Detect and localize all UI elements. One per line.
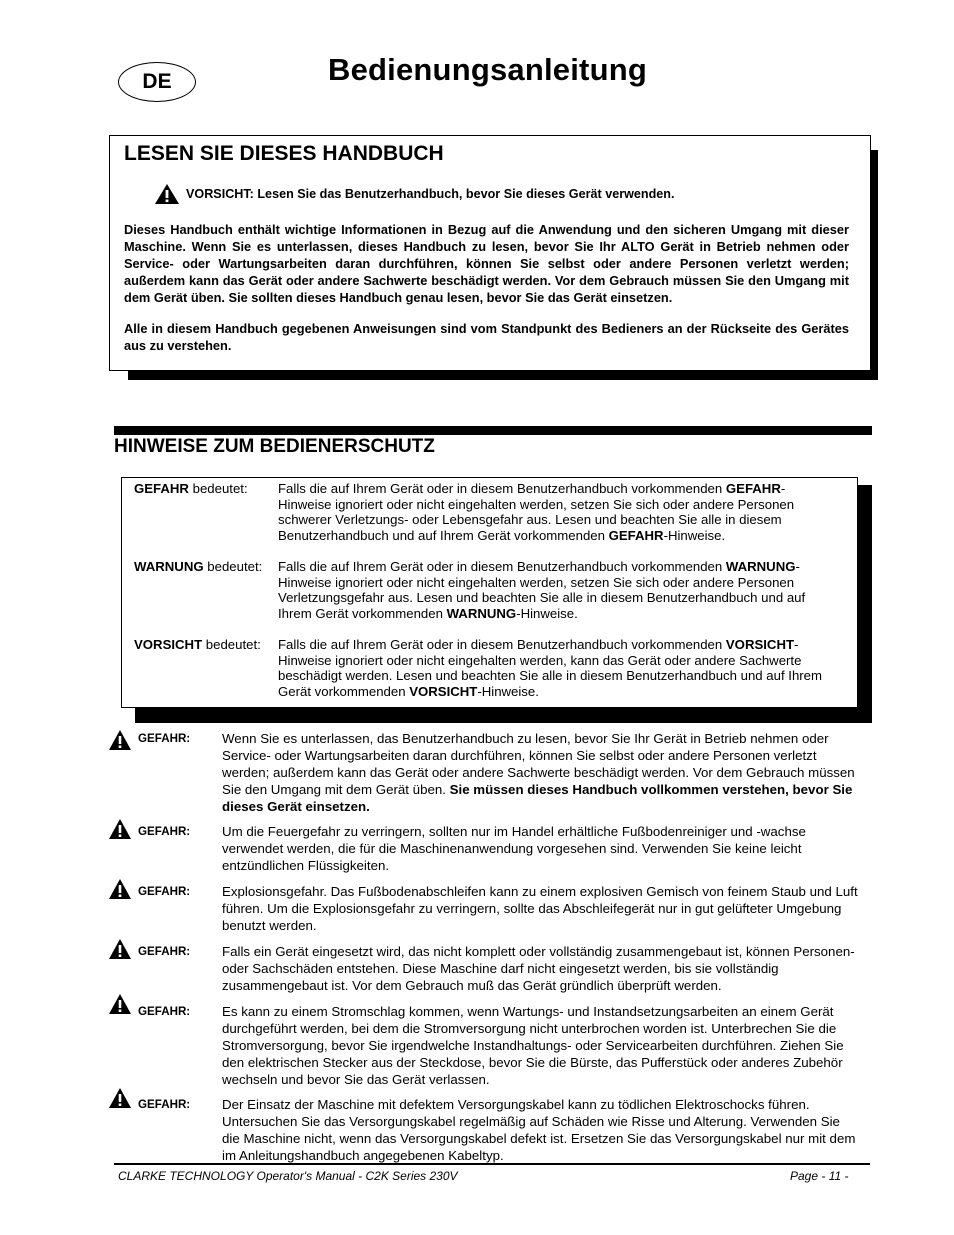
warning-text: Es kann zu einem Stromschlag kommen, wenn Wartungs- und Instandsetzungsarbeiten an einem Gerät durchgeführt werden, bei dem die Stromversorgung nicht unterbrochen worden ist. Unterbrechen Sie die Stromversorgung, bevor Sie irgendwelche Instandhaltungs- oder Servicearbeiten durchführen. Ziehen Sie den elektrischen Stecker aus der Steckdose, bevor Sie die Bürste, das Pufferstück oder anderes Zubehör wechseln und bevor Sie das Gerät verlassen. — [222, 1004, 844, 1087]
warning-label: GEFAHR: — [138, 732, 191, 745]
warning-label: GEFAHR: — [138, 825, 191, 838]
warning-triangle-icon — [108, 729, 132, 751]
warning-label: GEFAHR: — [138, 945, 191, 958]
page-title: Bedienungsanleitung — [328, 52, 647, 87]
warning-triangle-icon — [108, 878, 132, 900]
warning-triangle-icon — [108, 818, 132, 840]
warning-triangle-icon — [108, 993, 132, 1015]
definition-text: Falls die auf Ihrem Gerät oder in diesem Benutzerhandbuch vorkommenden GEFAHR-Hinweise ignoriert oder nicht eingehalten werden, setzen Sie sich oder andere Personen schwerer Verletzungs- oder Lebensgefahr aus. Lesen und beachten Sie alle in diesem Benutzerhandbuch und auf Ihrem Gerät vorkommenden GEFAHR-Hinweise. — [278, 481, 795, 543]
warning-text: Explosionsgefahr. Das Fußbodenabschleifen kann zu einem explosiven Gemisch von feinem Staub und Luft führen. Um die Explosionsgefahr zu verringern, sollte das Abschleifegerät nur in gut gelüfteter Umgebung benutzt werden. — [222, 884, 858, 933]
caution-line — [154, 183, 675, 205]
warning-text: Wenn Sie es unterlassen, das Benutzerhandbuch zu lesen, bevor Sie Ihr Gerät in Betrieb nehmen oder Service- oder Wartungsarbeiten daran durchführen, können Sie selbst oder andere Personen verletzt werden; außerdem kann das Gerät oder andere Sachwerte beschädigt werden. Vor dem Gebrauch müssen Sie den Umgang mit dem Gerät üben. Sie müssen dieses Handbuch vollkommen verstehen, bevor Sie dieses Gerät einsetzen. — [222, 731, 855, 814]
caution-text: VORSICHT: Lesen Sie das Benutzerhandbuch, bevor Sie dieses Gerät verwenden. — [186, 187, 675, 201]
definition-term: VORSICHT bedeutet: — [134, 637, 261, 652]
read-paragraph-2: Alle in diesem Handbuch gegebenen Anweisungen sind vom Standpunkt des Bedieners an der Rückseite des Gerätes aus zu verstehen. — [124, 321, 849, 353]
warning-label: GEFAHR: — [138, 1005, 191, 1018]
definition-text: Falls die auf Ihrem Gerät oder in diesem Benutzerhandbuch vorkommenden VORSICHT-Hinweise ignoriert oder nicht eingehalten werden, kann das Gerät oder andere Sachwerte beschädigt werden. Lesen und beachten Sie alle in diesem Benutzerhandbuch und auf Ihrem Gerät vorkommenden VORSICHT-Hinweise. — [278, 637, 822, 699]
definition-term: WARNUNG bedeutet: — [134, 559, 263, 574]
warning-text: Der Einsatz der Maschine mit defektem Versorgungskabel kann zu tödlichen Elektroschocks führen. Untersuchen Sie das Versorgungskabel regelmäßig auf Schäden wie Risse und Alterung. Verwenden Sie die Maschine nicht, wenn das Versorgungskabel defekt ist. Ersetzen Sie das Versorgungskabel nur mit dem im Anleitungshandbuch angegebenen Kabeltyp. — [222, 1097, 856, 1163]
footer-rule — [114, 1163, 870, 1165]
read-section-heading: LESEN SIE DIESES HANDBUCH — [124, 142, 444, 165]
warning-label: GEFAHR: — [138, 885, 191, 898]
warning-triangle-icon — [108, 938, 132, 960]
language-badge: DE — [118, 62, 196, 102]
section-rule — [114, 426, 872, 435]
warning-triangle-icon — [108, 1087, 132, 1109]
warning-text: Falls ein Gerät eingesetzt wird, das nicht komplett oder vollständig zusammengebaut ist, können Personen- oder Sachschäden entstehen. Diese Maschine darf nicht eingesetzt werden, bis sie vollständig zusammengebaut ist. Vor dem Gebrauch muß das Gerät gründlich überprüft werden. — [222, 944, 855, 993]
warning-label: GEFAHR: — [138, 1098, 191, 1111]
footer-page-number: Page - 11 - — [790, 1169, 849, 1183]
definition-text: Falls die auf Ihrem Gerät oder in diesem Benutzerhandbuch vorkommenden WARNUNG-Hinweise ignoriert oder nicht eingehalten werden, setzen Sie sich oder andere Personen Verletzungsgefahr aus. Lesen und beachten Sie alle in diesem Benutzerhandbuch und auf Ihrem Gerät vorkommenden WARNUNG-Hinweise. — [278, 559, 806, 621]
warning-triangle-icon — [154, 183, 180, 205]
definition-term: GEFAHR bedeutet: — [134, 481, 248, 496]
safety-section-heading: HINWEISE ZUM BEDIENERSCHUTZ — [114, 436, 435, 457]
read-paragraph-1: Dieses Handbuch enthält wichtige Informationen in Bezug auf die Anwendung und den sicheren Umgang mit dieser Maschine. Wenn Sie es unterlassen, dieses Handbuch zu lesen, bevor Sie Ihr ALTO Gerät in Betrieb nehmen oder Service- oder Wartungsarbeiten daran durchführen, können Sie selbst oder andere Personen verletzt werden; außerdem kann das Gerät oder andere Sachwerte beschädigt werden. Vor dem Gebrauch müssen Sie den Umgang mit dem Gerät üben. Sie sollten dieses Handbuch genau lesen, bevor Sie das Gerät einsetzen. — [124, 222, 849, 305]
warning-text: Um die Feuergefahr zu verringern, sollten nur im Handel erhältliche Fußbodenreiniger und -wachse verwendet werden, die für die Maschinenanwendung vorgesehen sind. Verwenden Sie keine leicht entzündlichen Flüssigkeiten. — [222, 824, 806, 873]
footer-manual-title: CLARKE TECHNOLOGY Operator's Manual - C2K Series 230V — [118, 1169, 458, 1183]
